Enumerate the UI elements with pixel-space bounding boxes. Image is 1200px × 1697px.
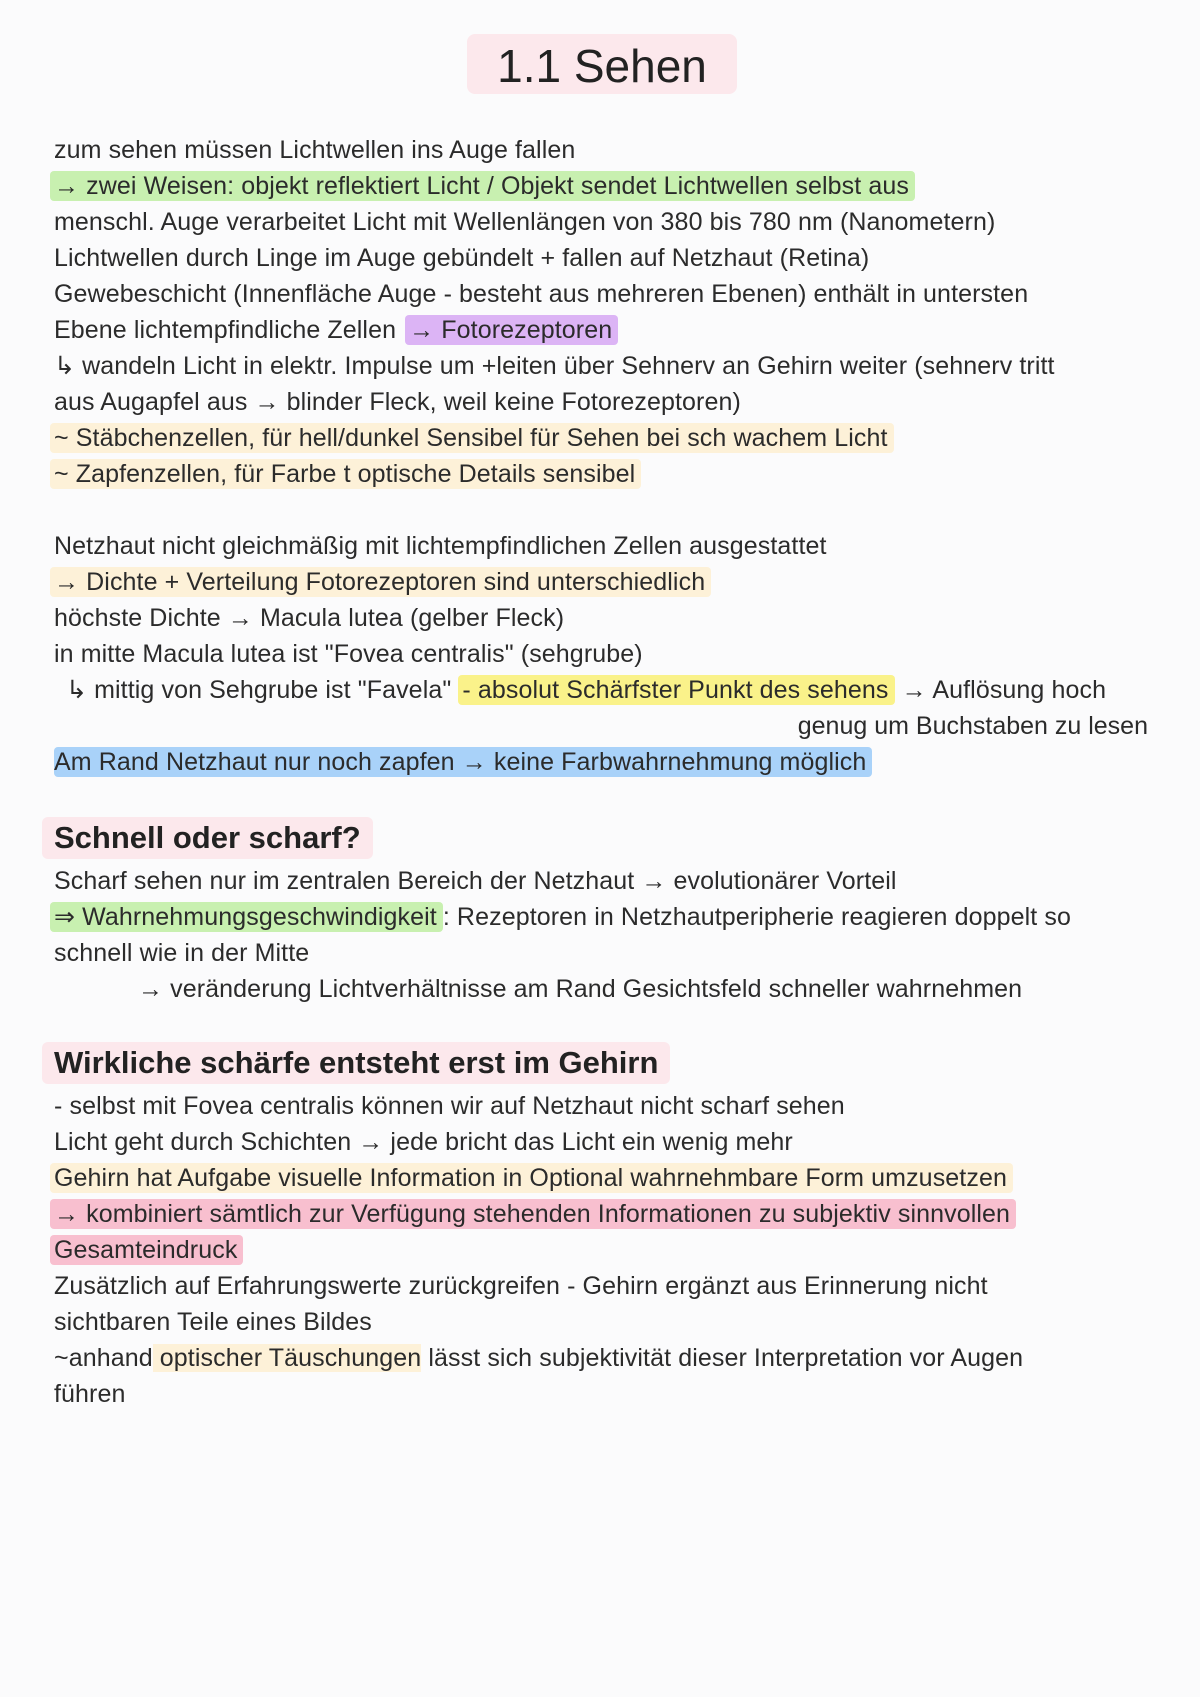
highlight-blue: Am Rand Netzhaut nur noch zapfen → keine Farbwahrnehmung möglich [54,747,872,777]
note-line: in mitte Macula lutea ist "Fovea centralis" (sehgrube) [54,640,643,668]
note-line: Lichtwellen durch Linge im Auge gebündelt + fallen auf Netzhaut (Retina) [54,244,870,272]
note-line: sichtbaren Teile eines Bildes [54,1308,372,1336]
highlight-purple: → Fotorezeptoren [405,315,618,345]
note-line: Scharf sehen nur im zentralen Bereich der Netzhaut → evolutionärer Vorteil [54,867,897,895]
highlight-cream: ~ Stäbchenzellen, für hell/dunkel Sensibel für Sehen bei sch wachem Licht [50,423,894,453]
note-line: Licht geht durch Schichten → jede bricht das Licht ein wenig mehr [54,1128,793,1156]
note-line [54,1340,1023,1376]
note-line [54,899,1071,935]
note-line: ↳ wandeln Licht in elektr. Impulse um +leiten über Sehnerv an Gehirn weiter (sehnerv tritt [54,352,1055,380]
note-line: schnell wie in der Mitte [54,939,310,967]
note-line [54,168,915,204]
highlight-pink: Gesamteindruck [50,1235,243,1265]
note-line [54,420,894,456]
note-line [54,1232,243,1268]
note-text: ↳ mittig von Sehgrube ist "Favela" [66,676,452,704]
highlight-cream: Gehirn hat Aufgabe visuelle Information in Optional wahrnehmbare Form umzusetzen [50,1163,1013,1193]
highlight-cream: optischer Täuschungen [152,1344,422,1372]
note-line: Gewebeschicht (Innenfläche Auge - besteht aus mehreren Ebenen) enthält in untersten [54,280,1029,308]
note-line: - selbst mit Fovea centralis können wir auf Netzhaut nicht scharf sehen [54,1092,845,1120]
note-text: lässt sich subjektivität dieser Interpretation vor Augen [421,1344,1024,1372]
note-line: menschl. Auge verarbeitet Licht mit Wellenlängen von 380 bis 780 nm (Nanometern) [54,208,996,236]
note-text: ~anhand [54,1344,153,1372]
page-title: 1.1 Sehen [467,34,737,94]
highlight-yellow: - absolut Schärfster Punkt des sehens [458,675,894,705]
note-line: führen [54,1380,126,1408]
note-line [54,456,641,492]
note-text: : Rezeptoren in Netzhautperipherie reagieren doppelt so [442,903,1071,931]
highlight-pink: → kombiniert sämtlich zur Verfügung stehenden Informationen zu subjektiv sinnvollen [50,1199,1016,1229]
note-line [54,1160,1013,1196]
title-wrap [0,34,1200,94]
highlight-green: ⇒ Wahrnehmungsgeschwindigkeit [50,902,443,932]
note-line [66,672,1106,708]
note-line [54,312,618,348]
note-line: genug um Buchstaben zu lesen [797,712,1148,740]
note-line [54,1196,1016,1232]
section-heading: Wirkliche schärfe entsteht erst im Gehirn [42,1042,670,1084]
note-line: Zusätzlich auf Erfahrungswerte zurückgreifen - Gehirn ergänzt aus Erinnerung nicht [54,1272,988,1300]
note-text: → Auflösung hoch [901,676,1107,704]
note-line [54,564,711,600]
note-line: Netzhaut nicht gleichmäßig mit lichtempfindlichen Zellen ausgestattet [54,532,827,560]
note-text: Ebene lichtempfindliche Zellen [54,316,397,344]
note-line: höchste Dichte → Macula lutea (gelber Fleck) [54,604,565,632]
note-line: aus Augapfel aus → blinder Fleck, weil keine Fotorezeptoren) [54,388,741,416]
highlight-green: → zwei Weisen: objekt reflektiert Licht / Objekt sendet Lichtwellen selbst aus [50,171,915,201]
section-heading: Schnell oder scharf? [42,817,373,859]
note-line: zum sehen müssen Lichtwellen ins Auge fallen [54,136,576,164]
note-line: → veränderung Lichtverhältnisse am Rand Gesichtsfeld schneller wahrnehmen [138,975,1023,1003]
note-line [54,744,872,780]
highlight-cream: → Dichte + Verteilung Fotorezeptoren sind unterschiedlich [50,567,711,597]
highlight-cream: ~ Zapfenzellen, für Farbe t optische Details sensibel [50,459,641,489]
